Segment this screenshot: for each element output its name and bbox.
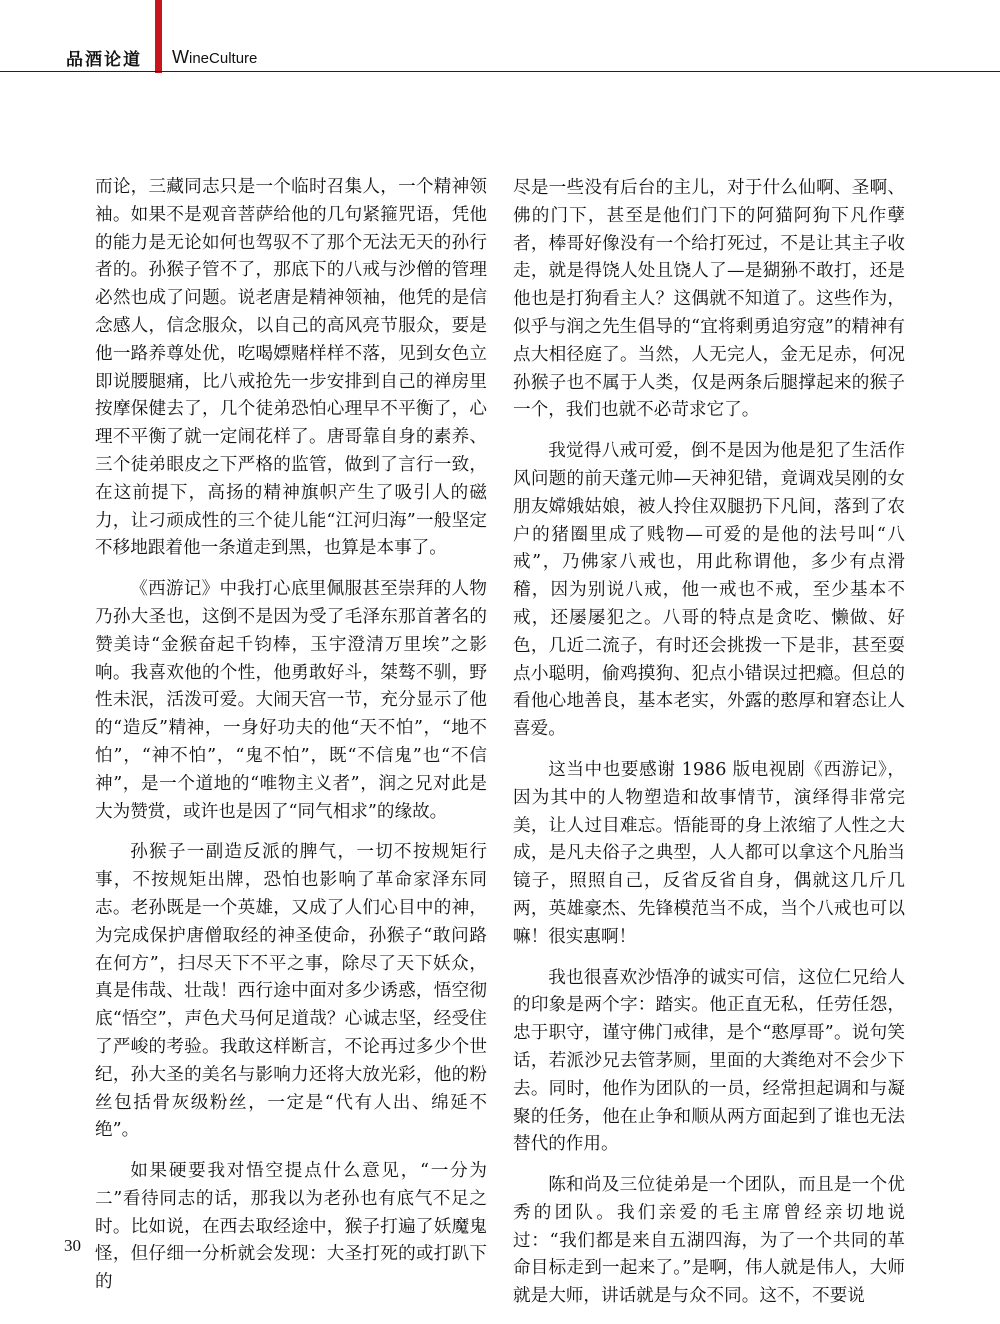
paragraph: 这当中也要感谢 1986 版电视剧《西游记》，因为其中的人物塑造和故事情节，演绎得非常完美，让人过目难忘。悟能哥的身上浓缩了人性之大成，是凡夫俗子之典型，人人都可以拿这个凡胎当镜子，照照自己，反省反省自身，偶就这几斤几两，英雄豪杰、先锋模范当不成，当个八戒也可以嘛！很实惠啊！ [513, 759, 905, 947]
page-number: 30 [64, 1236, 81, 1255]
header-rule [0, 71, 1000, 72]
section-title-en [172, 47, 257, 68]
paragraph: 我觉得八戒可爱，倒不是因为他是犯了生活作风问题的前天蓬元帅—天神犯错，竟调戏吴刚的女朋友嫦娥姑娘，被人拎住双腿扔下凡间，落到了农户的猪圈里成了贱物—可爱的是他的法号叫“八戒”，乃佛家八戒也，用此称谓他，多少有点滑稽，因为别说八戒，他一戒也不戒，至少基本不戒，还屡屡犯之。八哥的特点是贪吃、懒做、好色，几近二流子，有时还会挑拨一下是非，甚至耍点小聪明，偷鸡摸狗、犯点小错误过把瘾。但总的看他心地善良，基本老实，外露的憨厚和窘态让人喜爱。 [513, 441, 905, 740]
paragraph: 孙猴子一副造反派的脾气，一切不按规矩行事，不按规矩出牌，恐怕也影响了革命家泽东同志。老孙既是一个英雄，又成了人们心目中的神，为完成保护唐僧取经的神圣使命，孙猴子“敢问路在何方”，扫尽天下不平之事，除尽了天下妖众，真是伟哉、壮哉！西行途中面对多少诱惑，悟空彻底“悟空”，声色犬马何足道哉？心诚志坚，经受住了严峻的考验。我敢这样断言，不论再过多少个世纪，孙大圣的美名与影响力还将大放光彩，他的粉丝包括骨灰级粉丝，一定是“代有人出、绵延不绝”。 [95, 842, 487, 1141]
paragraph: 我也很喜欢沙悟净的诚实可信，这位仁兄给人的印象是两个字：踏实。他正直无私，任劳任怨，忠于职守，谨守佛门戒律，是个“憨厚哥”。说句笑话，若派沙兄去管茅厕，里面的大粪绝对不会少下去。同时，他作为团队的一员，经常担起调和与凝聚的任务，他在止争和顺从两方面起到了谁也无法替代的作用。 [513, 967, 905, 1155]
paragraph: 如果硬要我对悟空提点什么意见，“一分为二”看待同志的话，那我以为老孙也有底气不足之时。比如说，在西去取经途中，猴子打遍了妖魔鬼怪，但仔细一分析就会发现：大圣打死的或打趴下的 [95, 1161, 487, 1293]
paragraph: 陈和尚及三位徒弟是一个团队，而且是一个优秀的团队。我们亲爱的毛主席曾经亲切地说过：“我们都是来自五湖四海，为了一个共同的革命目标走到一起来了。”是啊，伟人就是伟人，大师就是大师，讲话就是与众不同。这不，不要说 [513, 1175, 905, 1307]
paragraph: 而论，三藏同志只是一个临时召集人，一个精神领袖。如果不是观音菩萨给他的几句紧箍咒语，凭他的能力是无论如何也驾驭不了那个无法无天的孙行者的。孙猴子管不了，那底下的八戒与沙僧的管理必然也成了问题。说老唐是精神领袖，他凭的是信念感人，信念服众，以自己的高风亮节服众，要是他一路养尊处优，吃喝嫖赌样样不落，见到女色立即说腰腿痛，比八戒抢先一步安排到自己的禅房里按摩保健去了，几个徒弟恐怕心理早不平衡了，心理不平衡了就一定闹花样了。唐哥靠自身的素养、三个徒弟眼皮之下严格的监管，做到了言行一致，在这前提下，高扬的精神旗帜产生了吸引人的磁力，让刁顽成性的三个徒儿能“江河归海”一般坚定不移地跟着他一条道走到黑，也算是本事了。 [95, 177, 487, 559]
section-title-cn: 品酒论道 [66, 50, 142, 70]
paragraph: 尽是一些没有后台的主儿，对于什么仙啊、圣啊、佛的门下，甚至是他们门下的阿猫阿狗下凡作孽者，棒哥好像没有一个给打死过，不是让其主子收走，就是得饶人处且饶人了—是猢狲不敢打，还是他也是打狗看主人？这偶就不知道了。这些作为，似乎与润之先生倡导的“宜将剩勇追穷寇”的精神有点大相径庭了。当然，人无完人，金无足赤，何况孙猴子也不属于人类，仅是两条后腿撑起来的猴子一个，我们也就不必苛求它了。 [513, 178, 905, 421]
paragraph: 《西游记》中我打心底里佩服甚至崇拜的人物乃孙大圣也，这倒不是因为受了毛泽东那首著名的赞美诗“金猴奋起千钧棒，玉宇澄清万里埃”之影响。我喜欢他的个性，他勇敢好斗，桀骜不驯，野性未泯，活泼可爱。大闹天宫一节，充分显示了他的“造反”精神，一身好功夫的他“天不怕”，“地不怕”，“神不怕”，“鬼不怕”，既“不信鬼”也“不信神”，是一个道地的“唯物主义者”，润之兄对此是大为赞赏，或许也是因了“同气相求”的缘故。 [95, 579, 487, 822]
left-column [95, 174, 487, 1310]
header-accent-bar [155, 0, 162, 73]
section-title-en-initial: W [172, 47, 189, 67]
right-column [513, 175, 905, 1324]
section-title-en-rest: ineCulture [189, 50, 258, 67]
page-header [0, 0, 1000, 72]
